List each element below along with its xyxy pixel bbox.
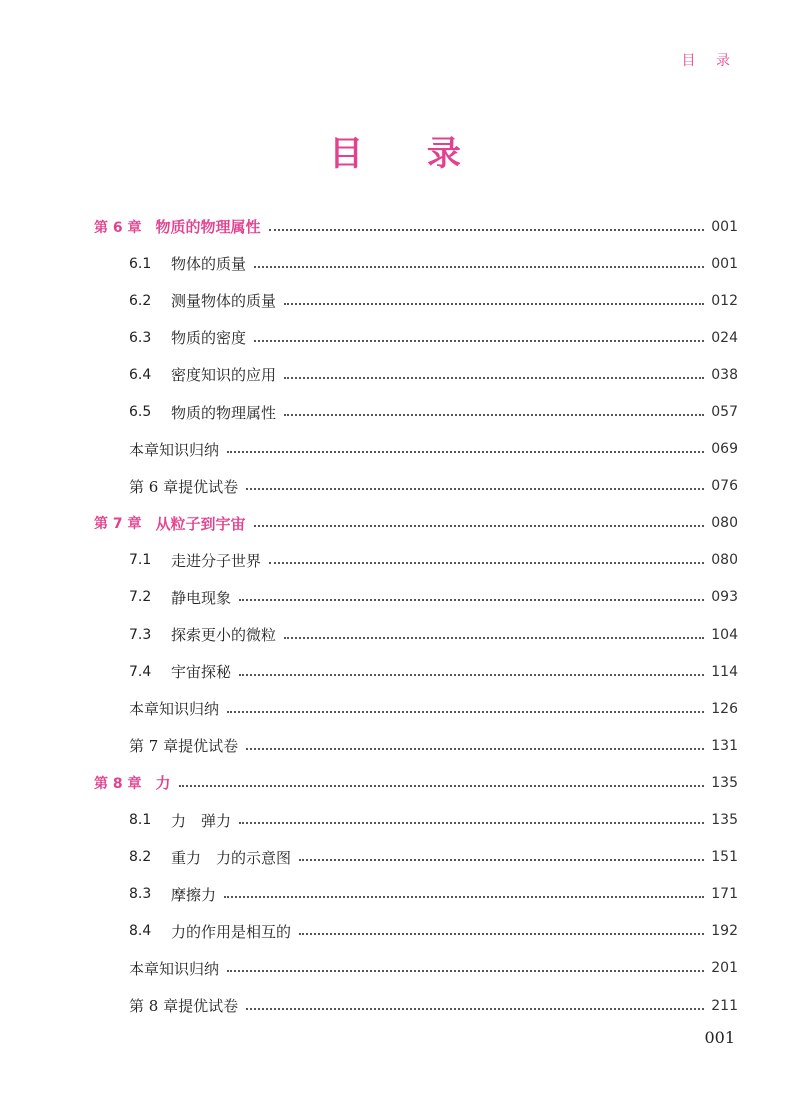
toc-page: 093 [711,589,738,606]
dot-leader [254,523,704,527]
toc-section[interactable] [94,616,738,653]
toc-chapter[interactable] [94,208,738,245]
toc-title: 物质的物理属性 [171,403,277,422]
toc-title: 本章知识归纳 [129,700,220,719]
toc-page: 151 [711,849,738,866]
toc-section[interactable] [94,876,738,913]
toc-number: 6.3 [129,329,152,346]
dot-leader [246,746,704,750]
dot-leader [239,597,704,601]
toc-chapter[interactable] [94,505,738,542]
toc-title: 静电现象 [171,588,232,607]
toc-section[interactable] [94,319,738,356]
toc-number: 6.4 [129,366,152,383]
toc-title: 重力 力的示意图 [171,848,292,867]
toc-test[interactable] [94,468,738,505]
toc-title: 力的作用是相互的 [171,922,292,941]
toc-title: 物质的密度 [171,329,247,348]
toc-page: 024 [711,329,738,346]
toc-section[interactable] [94,393,738,430]
dot-leader [239,820,704,824]
running-header: 目 录 [681,53,738,69]
toc-section[interactable] [94,839,738,876]
toc-title: 物质的物理属性 [155,218,261,237]
dot-leader [227,968,704,972]
toc-page: 080 [711,515,738,532]
toc-section[interactable] [94,356,738,393]
dot-leader [284,301,704,305]
toc-page: 126 [711,700,738,717]
toc-number: 8.2 [129,849,152,866]
dot-leader [284,412,704,416]
toc-number: 7.3 [129,626,152,643]
toc-title: 第 8 章提优试卷 [129,997,239,1016]
toc-title: 走进分子世界 [171,551,262,570]
toc-summary[interactable] [94,690,738,727]
toc-number: 8.3 [129,886,152,903]
toc-number: 7.4 [129,663,152,680]
toc-title: 本章知识归纳 [129,959,220,978]
toc-title: 从粒子到宇宙 [155,514,246,533]
toc-section[interactable] [94,542,738,579]
table-of-contents [94,208,738,1024]
toc-page: 135 [711,812,738,829]
dot-leader [179,783,704,787]
toc-test[interactable] [94,727,738,764]
toc-page: 171 [711,886,738,903]
toc-title: 力 弹力 [171,811,232,830]
page-title: 目 录 [329,134,487,174]
toc-page: 076 [711,478,738,495]
page-number: 001 [704,1028,735,1047]
toc-title: 探索更小的微粒 [171,626,277,645]
dot-leader [254,264,704,268]
toc-title: 密度知识的应用 [171,366,277,385]
dot-leader [224,894,704,898]
toc-number: 第 6 章 [94,219,142,236]
toc-section[interactable] [94,245,738,282]
toc-number: 6.2 [129,292,152,309]
toc-title: 物体的质量 [171,255,247,274]
dot-leader [269,227,704,231]
toc-number: 8.1 [129,812,152,829]
toc-number: 8.4 [129,923,152,940]
toc-page: 131 [711,737,738,754]
dot-leader [227,709,704,713]
toc-number: 7.2 [129,589,152,606]
toc-page: 135 [711,774,738,791]
toc-page: 012 [711,292,738,309]
toc-page: 080 [711,552,738,569]
toc-page: 114 [711,663,738,680]
toc-number: 6.1 [129,255,152,272]
toc-section[interactable] [94,579,738,616]
dot-leader [284,635,704,639]
dot-leader [246,1006,704,1010]
dot-leader [254,338,704,342]
toc-title: 第 7 章提优试卷 [129,737,239,756]
toc-title: 第 6 章提优试卷 [129,477,239,496]
toc-title: 摩擦力 [171,885,217,904]
toc-section[interactable] [94,282,738,319]
toc-number: 第 7 章 [94,516,142,533]
toc-summary[interactable] [94,431,738,468]
dot-leader [299,931,704,935]
dot-leader [269,560,704,564]
toc-number: 7.1 [129,552,152,569]
dot-leader [284,375,704,379]
toc-page: 104 [711,626,738,643]
toc-title: 宇宙探秘 [171,663,232,682]
dot-leader [299,857,704,861]
toc-number: 第 8 章 [94,775,142,792]
toc-page: 192 [711,923,738,940]
toc-section[interactable] [94,802,738,839]
toc-section[interactable] [94,653,738,690]
toc-page: 001 [711,218,738,235]
dot-leader [239,672,704,676]
toc-test[interactable] [94,987,738,1024]
dot-leader [227,449,704,453]
toc-page: 038 [711,366,738,383]
toc-page: 201 [711,960,738,977]
toc-number: 6.5 [129,404,152,421]
toc-page: 001 [711,255,738,272]
toc-title: 测量物体的质量 [171,292,277,311]
toc-page: 211 [711,997,738,1014]
toc-section[interactable] [94,913,738,950]
toc-title: 力 [155,774,171,793]
toc-summary[interactable] [94,950,738,987]
toc-chapter[interactable] [94,764,738,801]
toc-page: 069 [711,441,738,458]
toc-title: 本章知识归纳 [129,440,220,459]
dot-leader [246,486,704,490]
toc-page: 057 [711,404,738,421]
